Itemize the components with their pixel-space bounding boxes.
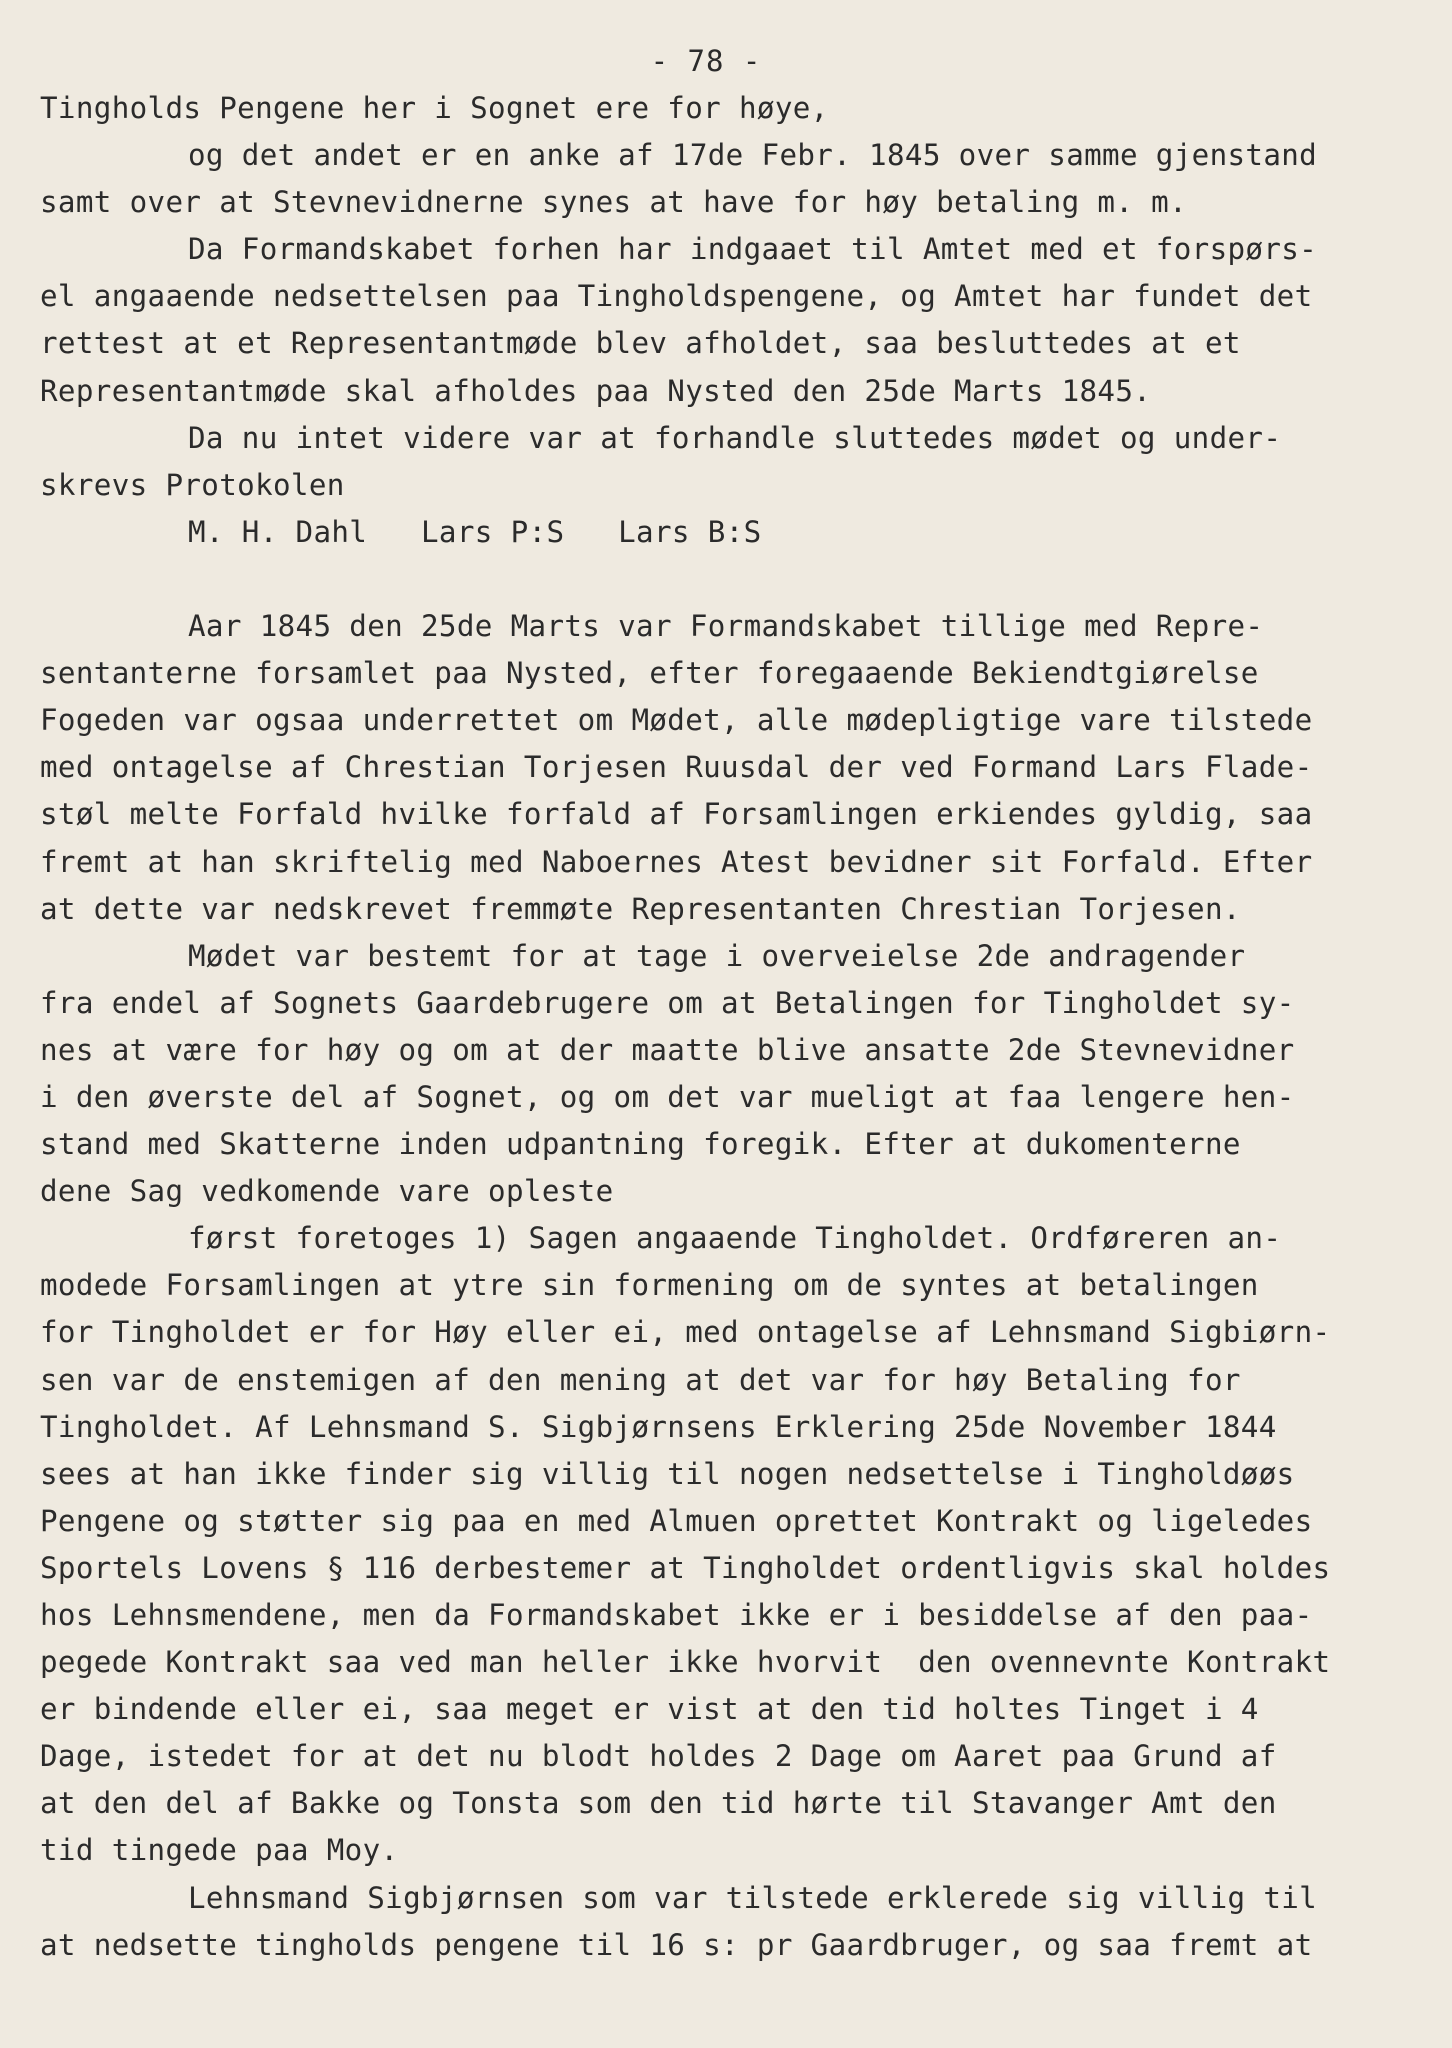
- text-line: samt over at Stevnevidnerne synes at have for høy betaling m. m.: [40, 185, 1188, 220]
- text-line: Tingholdet. Af Lehnsmand S. Sigbjørnsens Erklering 25de November 1844: [40, 1409, 1277, 1444]
- text-line: skrevs Protokolen: [40, 467, 345, 502]
- page-number: - 78 -: [650, 44, 762, 78]
- text-line: Sportels Lovens § 116 derbestemer at Tingholdet ordentligvis skal holdes: [40, 1550, 1331, 1585]
- text-line: tid tingede paa Moy.: [40, 1833, 399, 1868]
- text-line: med ontagelse af Chrestian Torjesen Ruusdal der ved Formand Lars Flade-: [40, 750, 1313, 785]
- text-line: hos Lehnsmendene, men da Formandskabet ikke er i besiddelse af den paa-: [40, 1598, 1313, 1632]
- text-line: Da Formandskabet forhen har indgaaet til Amtet med et forspørs-: [188, 232, 1318, 267]
- text-line: Mødet var bestemt for at tage i overveielse 2de andragender: [188, 938, 1246, 973]
- text-line: er bindende eller ei, saa meget er vist at den tid holtes Tinget i 4: [40, 1692, 1259, 1727]
- text-line: M. H. Dahl Lars P:S Lars B:S: [188, 514, 762, 549]
- text-line: at den del af Bakke og Tonsta som den tid hørte til Stavanger Amt den: [40, 1786, 1277, 1821]
- text-line: Representantmøde skal afholdes paa Nysted den 25de Marts 1845.: [40, 373, 1152, 408]
- text-line: at nedsette tingholds pengene til 16 s: pr Gaardbruger, og saa fremt at: [40, 1927, 1313, 1962]
- text-line: dene Sag vedkomende vare opleste: [40, 1174, 614, 1209]
- text-line: Pengene og støtter sig paa en med Almuen oprettet Kontrakt og ligeledes: [40, 1503, 1313, 1538]
- text-line: rettest at et Representantmøde blev afholdet, saa besluttedes at et: [40, 326, 1241, 361]
- text-line: fra endel af Sognets Gaardebrugere om at Betalingen for Tingholdet sy-: [40, 985, 1295, 1020]
- text-line: modede Forsamlingen at ytre sin formening om de syntes at betalingen: [40, 1268, 1259, 1303]
- text-line: for Tingholdet er for Høy eller ei, med ontagelse af Lehnsmand Sigbiørn-: [40, 1315, 1331, 1350]
- text-line: sentanterne forsamlet paa Nysted, efter foregaaende Bekiendtgiørelse: [40, 656, 1259, 691]
- text-line: Lehnsmand Sigbjørnsen som var tilstede erklerede sig villig til: [188, 1880, 1318, 1915]
- text-line: [0, 556, 1452, 603]
- body-text: [0, 85, 1452, 1969]
- text-line: støl melte Forfald hvilke forfald af Forsamlingen erkiendes gyldig, saa: [40, 797, 1313, 832]
- text-line: sees at han ikke finder sig villig til nogen nedsettelse i Tingholdøøs: [40, 1456, 1295, 1491]
- text-line: Tingholds Pengene her i Sognet ere for høye,: [40, 91, 829, 125]
- text-line: el angaaende nedsettelsen paa Tingholdspengene, og Amtet har fundet det: [40, 279, 1313, 314]
- text-line: i den øverste del af Sognet, og om det var mueligt at faa lengere hen-: [40, 1079, 1295, 1114]
- text-line: Dage, istedet for at det nu blodt holdes 2 Dage om Aaret paa Grund af: [40, 1739, 1277, 1774]
- text-line: nes at være for høy og om at der maatte blive ansatte 2de Stevnevidner: [40, 1032, 1295, 1067]
- text-line: sen var de enstemigen af den mening at det var for høy Betaling for: [40, 1362, 1241, 1397]
- text-line: at dette var nedskrevet fremmøte Representanten Chrestian Torjesen.: [40, 891, 1241, 926]
- text-line: først foretoges 1) Sagen angaaende Tingholdet. Ordføreren an-: [188, 1221, 1282, 1256]
- text-line: Fogeden var ogsaa underrettet om Mødet, alle mødepligtige vare tilstede: [40, 703, 1313, 738]
- text-line: Aar 1845 den 25de Marts var Formandskabet tillige med Repre-: [188, 609, 1264, 644]
- text-line: og det andet er en anke af 17de Febr. 1845 over samme gjenstand: [188, 138, 1318, 173]
- text-line: Da nu intet videre var at forhandle sluttedes mødet og under-: [188, 420, 1282, 455]
- text-line: fremt at han skriftelig med Naboernes Atest bevidner sit Forfald. Efter: [40, 844, 1313, 879]
- text-line: pegede Kontrakt saa ved man heller ikke hvorvit den ovennevnte Kontrakt: [40, 1645, 1331, 1680]
- text-line: stand med Skatterne inden udpantning foregik. Efter at dukomenterne: [40, 1127, 1241, 1162]
